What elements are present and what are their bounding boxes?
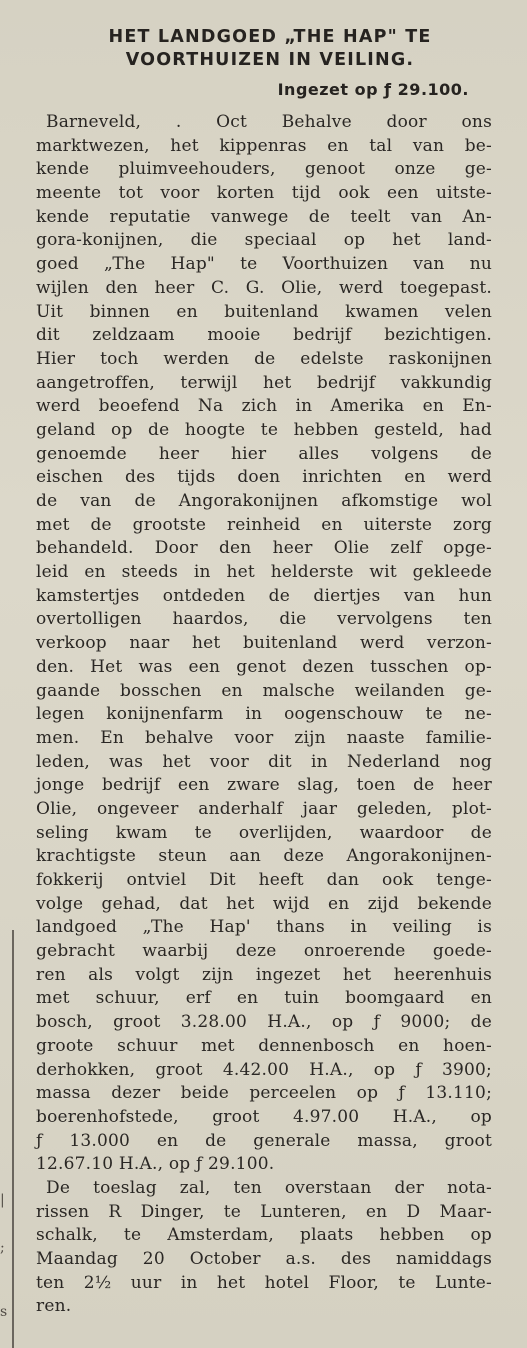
article-line: fokkerij ontviel Dit heeft dan ook tenge- [36, 870, 492, 890]
article-line: volge gehad, dat het wijd en zijd bekende [36, 893, 492, 914]
article-line: meente tot voor korten tijd ook een uitste- [36, 183, 492, 204]
article-line: aangetroffen, terwijl het bedrijf vakkundig [36, 372, 492, 393]
margin-mark: ; [0, 1240, 5, 1256]
article-line: massa dezer beide perceelen op ƒ 13.110; [36, 1083, 492, 1104]
article-line: krachtigste steun aan deze Angorakonijnen- [36, 846, 492, 867]
article-line: De toeslag zal, ten overstaan der nota- [46, 1177, 492, 1198]
article-line: leden, was het voor dit in Nederland nog [36, 751, 492, 772]
article-line: kende reputatie vanwege de teelt van An- [36, 206, 492, 227]
article-line: 12.67.10 H.A., op ƒ 29.100. [36, 1154, 275, 1175]
cropped-next-headline [44, 1334, 494, 1348]
article-line: met de grootste reinheid en uiterste zorg [36, 514, 492, 535]
article-line: Barneveld, . Oct Behalve door ons [46, 112, 492, 132]
article-line: seling kwam te overlijden, waardoor de [36, 822, 492, 843]
article-line: gora-konijnen, die speciaal op het land- [36, 230, 492, 251]
article-paragraph-1 [36, 111, 492, 1177]
article-line: overtolligen haardos, die vervolgens ten [36, 609, 492, 630]
article-line: met schuur, erf en tuin boomgaard en [36, 988, 492, 1009]
article-line: behandeld. Door den heer Olie zelf opge- [36, 538, 492, 559]
article-line: men. En behalve voor zijn naaste familie- [36, 727, 492, 748]
article-body [36, 111, 492, 1319]
article-line: ƒ 13.000 en de generale massa, groot [36, 1130, 492, 1151]
article-line: kende pluimveehouders, genoot onze ge- [36, 159, 492, 180]
article-line: eischen des tijds doen inrichten en werd [36, 467, 492, 488]
article-line: rissen R Dinger, te Lunteren, en D Maar- [36, 1201, 492, 1222]
article-line: den. Het was een genot dezen tusschen op- [36, 656, 492, 677]
article-line: gaande bosschen en malsche weilanden ge- [36, 680, 492, 701]
article-line: genoemde heer hier alles volgens de [36, 443, 492, 464]
article-line: Olie, ongeveer anderhalf jaar geleden, plot- [36, 798, 492, 819]
article-line: marktwezen, het kippenras en tal van be- [36, 135, 492, 156]
article-line: schalk, te Amsterdam, plaats hebben op [36, 1225, 492, 1246]
article-line: leid en steeds in het helderste wit gekleede [36, 562, 492, 583]
cropped-previous-article-text [40, 0, 480, 6]
headline-line-1: HET LANDGOED „THE HAP" TE [108, 27, 432, 47]
article-line: boerenhofstede, groot 4.97.00 H.A., op [36, 1106, 492, 1127]
article-line: bosch, groot 3.28.00 H.A., op ƒ 9000; de [36, 1012, 492, 1033]
article-line: dit zeldzaam mooie bedrijf bezichtigen. [36, 325, 492, 346]
article-line: Uit binnen en buitenland kwamen velen [36, 301, 492, 322]
article-line: de van de Angorakonijnen afkomstige wol [36, 491, 492, 511]
article-line: ren. [36, 1296, 72, 1317]
article-paragraph-2 [36, 1177, 492, 1319]
article-line: Hier toch werden de edelste raskonijnen [36, 348, 492, 369]
article-line: wijlen den heer C. G. Olie, werd toegepast. [36, 277, 492, 298]
article-line: verkoop naar het buitenland werd verzon- [36, 633, 492, 654]
article-line: gebracht waarbij deze onroerende goede- [36, 941, 492, 962]
article-line: geland op de hoogte te hebben gesteld, had [36, 419, 492, 440]
article-line: jonge bedrijf een zware slag, toen de heer [36, 775, 492, 796]
headline-line-2: VOORTHUIZEN IN VEILING. [125, 50, 415, 70]
article-line: legen konijnenfarm in oogenschouw te ne- [36, 704, 492, 725]
article-line: kamstertjes ontdeden de diertjes van hun [36, 585, 492, 606]
article-line: ren als volgt zijn ingezet het heerenhuis [36, 964, 492, 985]
article-line: groote schuur met dennenbosch en hoen- [36, 1035, 492, 1056]
article-line: ten 2½ uur in het hotel Floor, te Lunte- [36, 1272, 492, 1293]
article-line: Maandag 20 October a.s. des namiddags [36, 1249, 492, 1269]
byline-starting-bid: Ingezet op ƒ 29.100. [277, 80, 469, 99]
margin-mark: s [0, 1304, 8, 1320]
article-line: derhokken, groot 4.42.00 H.A., op ƒ 3900; [36, 1059, 492, 1080]
article-line: goed „The Hap" te Voorthuizen van nu [36, 254, 492, 275]
article-line: werd beoefend Na zich in Amerika en En- [36, 396, 492, 417]
article-line: landgoed „The Hap' thans in veiling is [36, 917, 492, 938]
column-rule [12, 930, 14, 1348]
margin-mark: | [0, 1192, 5, 1208]
